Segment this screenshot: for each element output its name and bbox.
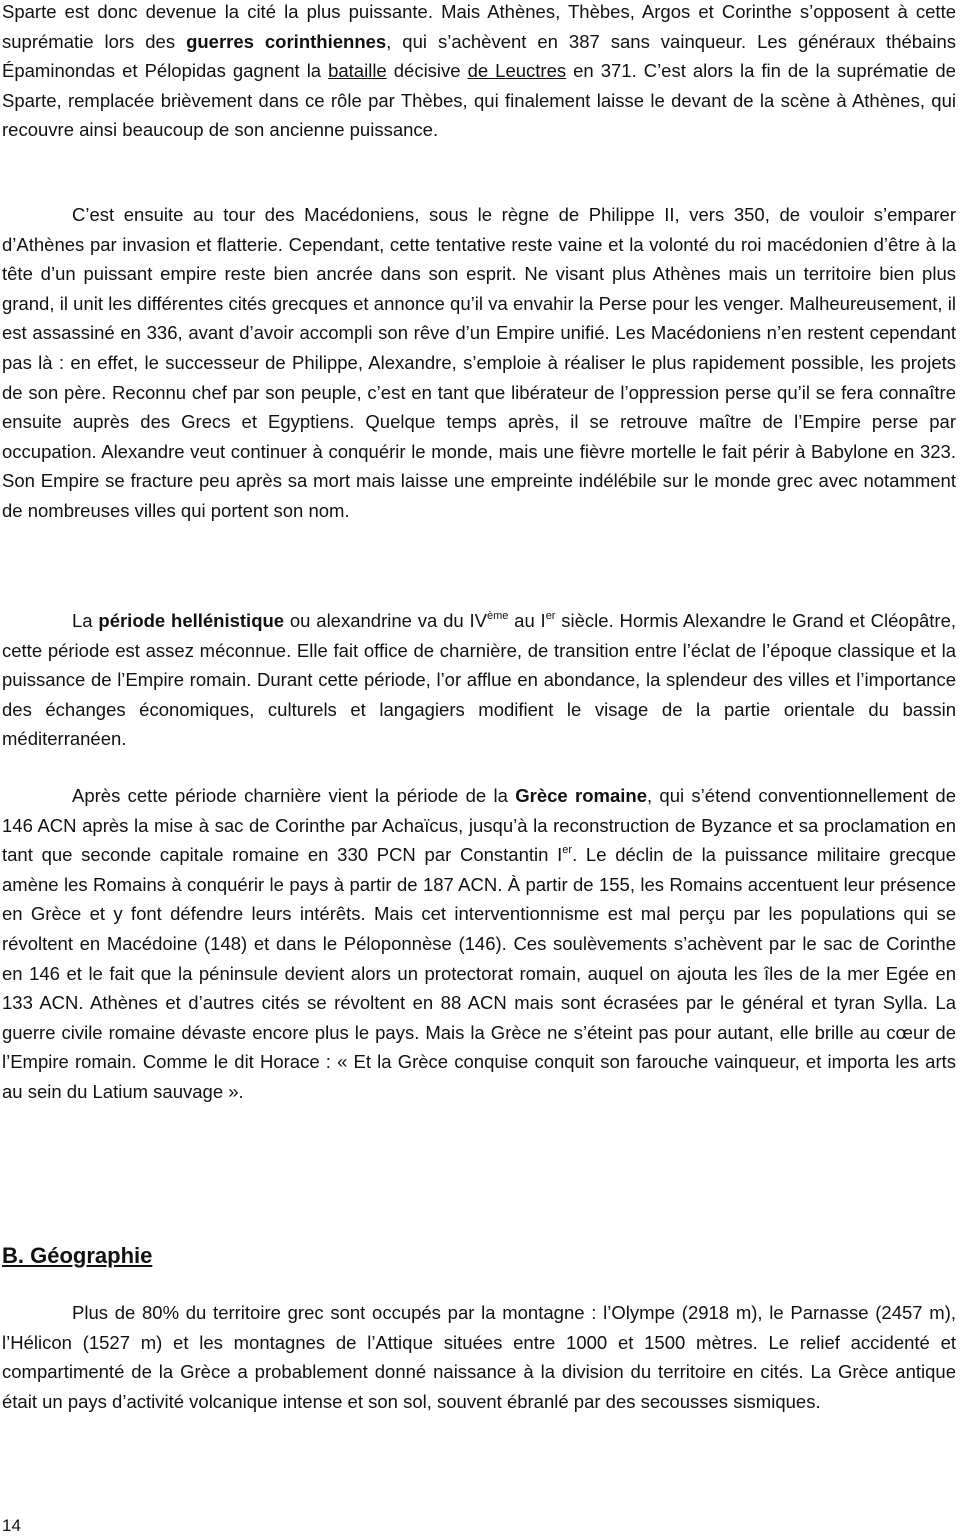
paragraph-geography: Plus de 80% du territoire grec sont occupés par la montagne : l’Olympe (2918 m), le Parnasse (2457 m), l’Hélicon (1527 m) et les montagnes de l’Attique situées entre 1000 et 1500 mètres. Le relief accidenté et compartimenté de la Grèce a probablement donné naissance à la division du territoire en cités. La Grèce antique était un pays d’activité volcanique intense et son sol, souvent ébranlé par des secousses sismiques. xyxy=(2,1302,956,1412)
paragraph-hellenistic xyxy=(2,606,956,754)
paragraph-sparta xyxy=(2,0,956,145)
underlined-link[interactable]: de Leuctres xyxy=(467,60,567,82)
text-run: ou alexandrine va du IV xyxy=(284,610,487,631)
text-run: décisive xyxy=(386,60,468,82)
bold-term: période hellénistique xyxy=(98,610,285,631)
superscript: er xyxy=(562,844,573,857)
bold-term: Grèce romaine xyxy=(515,785,647,806)
page-number: 14 xyxy=(2,1516,21,1535)
text-run: Sparte est donc devenue la cité la plus puissante. Mais Athènes, Thèbes, Argos et Corinthe s’opposent à cette suprématie lors des xyxy=(2,1,956,52)
text-run: , qui s’achèvent en 387 sans vainqueur. Les généraux thébains Épaminondas et Pélopidas gagnent la xyxy=(2,30,956,82)
bold-term: guerres corinthiennes xyxy=(186,30,387,52)
text-run: en 371. C’est alors la fin de la suprématie de Sparte, remplacée brièvement dans ce rôle par Thèbes, qui finalement laisse le devant de la scène à Athènes, qui recouvre ainsi beaucoup de son ancienne puissance. xyxy=(2,60,956,141)
text-run: , qui s’étend conventionnellement de 146 ACN après la mise à sac de Corinthe par Achaïcus, jusqu’à la reconstruction de Byzance et sa proclamation en tant que seconde capitale romaine en 330 PCN par Constantin I xyxy=(2,785,956,866)
paragraph-macedonians: C’est ensuite au tour des Macédoniens, sous le règne de Philippe II, vers 350, de vouloir s’emparer d’Athènes par invasion et flatterie. Cependant, cette tentative reste vaine et la volonté du roi macédonien d’être à la tête d’un puissant empire reste bien ancrée dans son esprit. Ne visant plus Athènes mais un territoire bien plus grand, il unit les différentes cités grecques et annonce qu’il va envahir la Perse pour les venger. Malheureusement, il est assassiné en 336, avant d’avoir accompli son rêve d’un Empire unifié. Les Macédoniens n’en restent cependant pas là : en effet, le successeur de Philippe, Alexandre, s’emploie à réaliser le plus rapidement possible, les projets de son père. Reconnu chef par son peuple, c’est en tant que libérateur de l’oppression perse qu’il se fera connaître ensuite auprès des Grecs et Egyptiens. Quelque temps après, il se retrouve maître de l’Empire perse par occupation. Alexandre veut continuer à conquérir le monde, mais une fièvre mortelle le fait périr à Babylone en 323. Son Empire se fracture peu après sa mort mais laisse une empreinte indélébile sur le monde grec avec notamment de nombreuses villes qui portent son nom. xyxy=(2,204,956,521)
text-run: . Le déclin de la puissance militaire grecque amène les Romains à conquérir le pays à partir de 187 ACN. À partir de 155, les Romains accentuent leur présence en Grèce et y font défendre leurs intérêts. Mais cet interventionnisme est mal perçu par les populations qui se révoltent en Macédoine (148) et dans le Péloponnèse (146). Ces soulèvements s’achèvent par le sac de Corinthe en 146 et le fait que la péninsule devient alors un protectorat romain, auquel on ajouta les îles de la mer Egée en 133 ACN. Athènes et d’autres cités se révoltent en 88 ACN mais sont écrasées par le général et tyran Sylla. La guerre civile romaine dévaste encore plus le pays. Mais la Grèce ne s’éteint pas pour autant, elle brille au cœur de l’Empire romain. Comme le dit Horace : « Et la Grèce conquise conquit son farouche vainqueur, et importa les arts au sein du Latium sauvage ». xyxy=(2,844,957,1102)
text-run: La xyxy=(72,610,99,631)
text-run: Après cette période charnière vient la période de la xyxy=(72,785,516,806)
underlined-link[interactable]: bataille xyxy=(328,60,387,82)
section-heading: B. Géographie xyxy=(2,1243,153,1268)
superscript: er xyxy=(545,610,556,622)
text-run: siècle. Hormis Alexandre le Grand et Cléopâtre, cette période est assez méconnue. Elle fait office de charnière, de transition entre l’éclat de l’époque classique et la puissance de l’Empire romain. Durant cette période, l’or afflue en abondance, la splendeur des villes et l’importance des échanges économiques, culturels et langagiers modifient le visage de la partie orientale du bassin méditerranéen. xyxy=(2,610,956,750)
paragraph-roman-greece xyxy=(2,781,956,1107)
text-run: au I xyxy=(508,610,546,631)
superscript: ème xyxy=(486,610,509,622)
